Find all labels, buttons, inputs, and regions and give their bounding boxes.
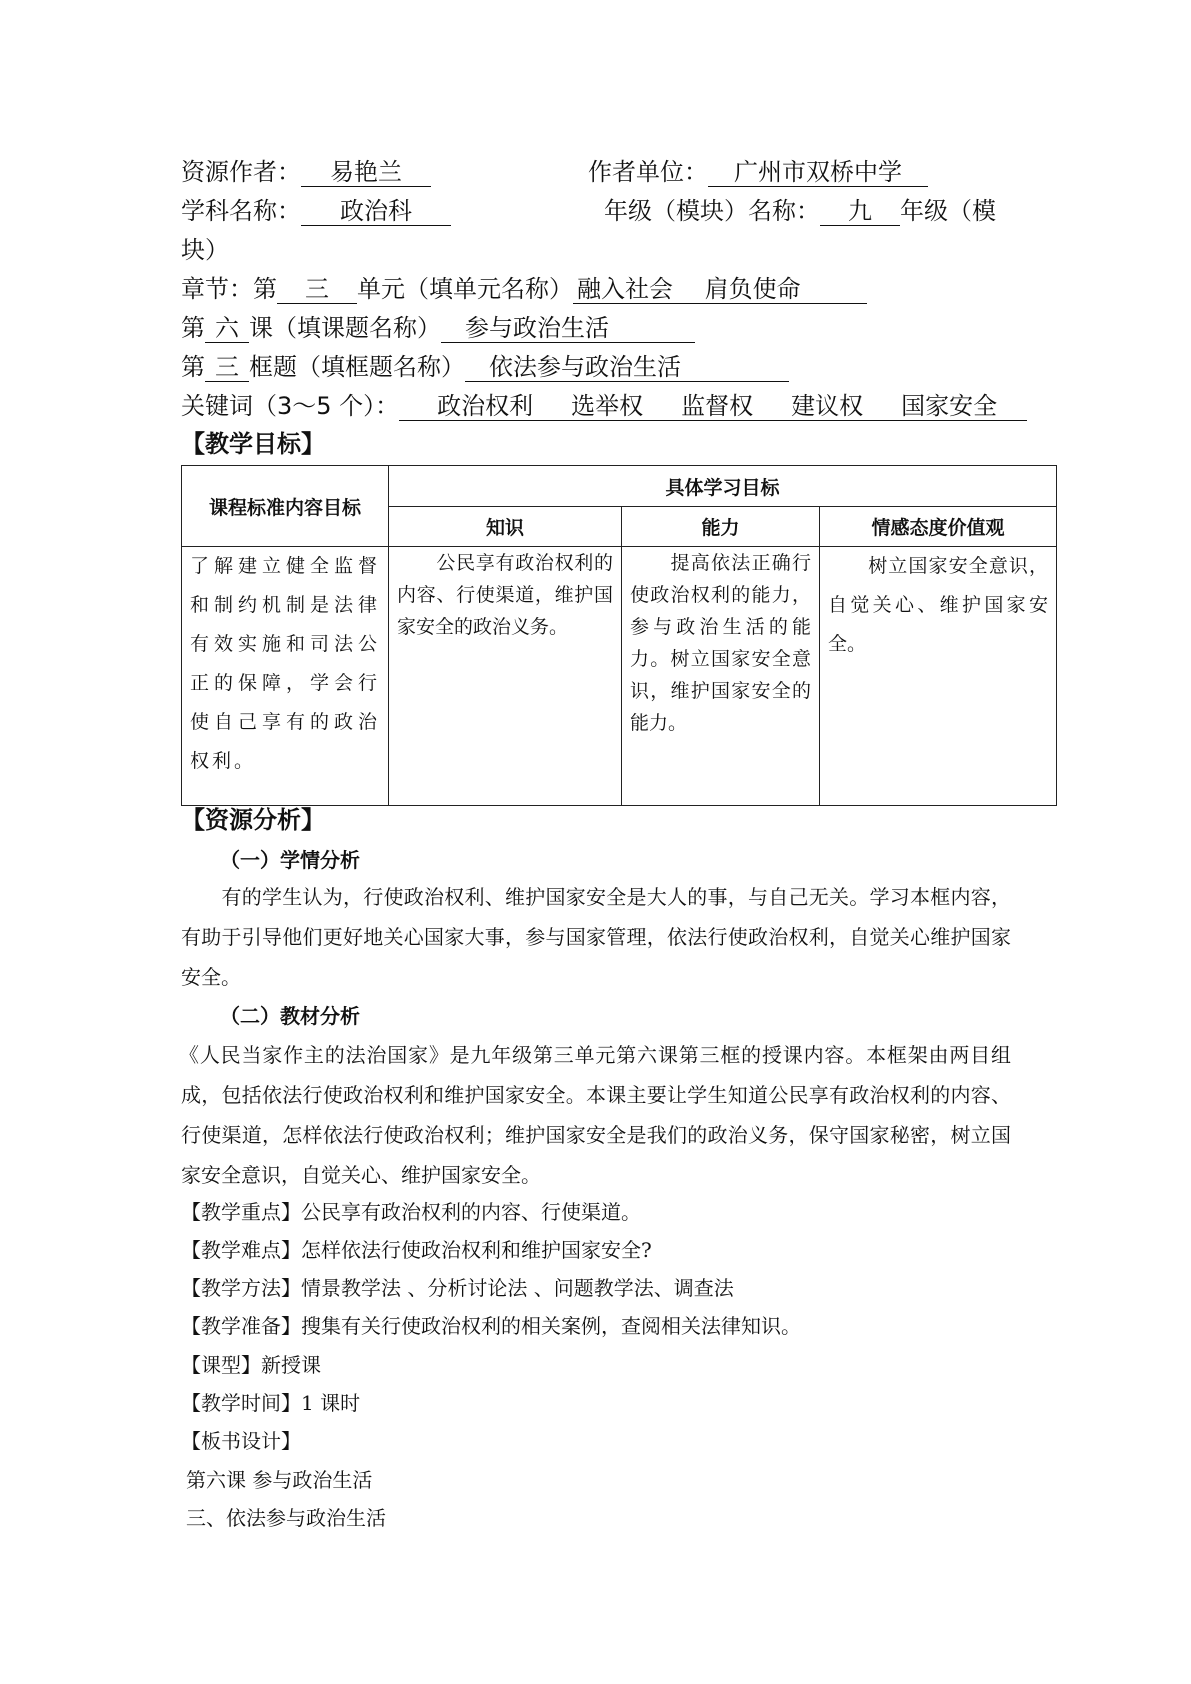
author-value: 易艳兰: [301, 159, 431, 187]
lesson-type: 【课型】新授课: [181, 1353, 321, 1377]
frame-row: [181, 351, 789, 383]
col-emotion-header: 情感态度价值观: [820, 507, 1057, 547]
student-analysis-text: 有的学生认为，行使政治权利、维护国家安全是大人的事，与自己无关。学习本框内容，有助于引导他们更好地关心国家大事，参与国家管理，依法行使政治权利，自觉关心维护国家安全。: [181, 885, 1011, 989]
col-knowledge-header: 知识: [389, 507, 622, 547]
board-line-1: 第六课 参与政治生活: [186, 1468, 373, 1492]
col-specific-header: 具体学习目标: [389, 466, 1057, 507]
frame-name: 依法参与政治生活: [465, 354, 789, 382]
grade-suffix-2: 块）: [181, 236, 229, 264]
grade-suffix: 年级（模: [900, 197, 996, 225]
teaching-preparation: 【教学准备】搜集有关行使政治权利的相关案例，查阅相关法律知识。: [181, 1314, 801, 1338]
keyword: 政治权利: [437, 392, 534, 420]
grade-label: 年级（模块）名称：: [604, 197, 820, 225]
unit-value: 广州市双桥中学: [708, 159, 928, 187]
board-line-2: 三、依法参与政治生活: [186, 1506, 386, 1530]
standard-text: 了解建立健全监督和制约机制是法律有效实施和司法公正的保障，学会行使自己享有的政治权利。: [190, 555, 380, 772]
ability-cell: [622, 547, 820, 806]
key-point: 【教学重点】公民享有政治权利的内容、行使渠道。: [181, 1200, 641, 1224]
keyword: 国家安全: [901, 392, 998, 420]
chapter-label: 章节：第: [181, 275, 277, 303]
keyword: 选举权: [571, 392, 644, 420]
board-design: 【板书设计】: [181, 1429, 301, 1453]
chapter-mid: 单元（填单元名称）: [357, 275, 573, 303]
unit-label: 作者单位：: [588, 158, 708, 186]
keywords-list: [399, 393, 1027, 421]
objectives-heading: 【教学目标】: [181, 430, 325, 458]
lesson-mid: 课（填课题名称）: [249, 314, 441, 342]
lesson-prefix: 第: [181, 314, 205, 342]
emotion-text: 树立国家安全意识，自觉关心、维护国家安全。: [828, 555, 1049, 655]
grade-value: 九: [820, 198, 900, 226]
col-ability-header: 能力: [622, 507, 820, 547]
subject-row: [181, 195, 451, 227]
frame-mid: 框题（填框题名称）: [249, 353, 465, 381]
keywords-row: [181, 390, 1027, 422]
subject-value: 政治科: [301, 198, 451, 226]
objectives-table: [181, 465, 1057, 806]
standard-cell: [182, 547, 389, 806]
knowledge-text: 公民享有政治权利的内容、行使渠道，维护国家安全的政治义务。: [397, 552, 613, 638]
material-analysis-heading: （二）教材分析: [220, 1004, 360, 1028]
teaching-method: 【教学方法】情景教学法 、分析讨论法 、问题教学法、调查法: [181, 1276, 734, 1300]
lesson-name: 参与政治生活: [441, 315, 695, 343]
frame-prefix: 第: [181, 353, 205, 381]
author-row: [181, 156, 431, 188]
lesson-no: 六: [205, 315, 249, 343]
grade-suffix-wrap: [181, 234, 229, 266]
frame-no: 三: [205, 354, 249, 382]
difficulty: 【教学难点】怎样依法行使政治权利和维护国家安全?: [181, 1238, 652, 1262]
ability-text: 提高依法正确行使政治权利的能力，参与政治生活的能力。树立国家安全意识，维护国家安全的能力。: [630, 552, 811, 734]
keywords-label: 关键词（3～5 个）：: [181, 392, 400, 420]
unit-row: [588, 156, 928, 188]
material-analysis-text: 《人民当家作主的法治国家》是九年级第三单元第六课第三框的授课内容。本框架由两目组成，包括依法行使政治权利和维护国家安全。本课主要让学生知道公民享有政治权利的内容、行使渠道，怎样依法行使政治权利；维护国家安全是我们的政治义务，保守国家秘密，树立国家安全意识，自觉关心、维护国家安全。: [179, 1043, 1011, 1187]
analysis-heading: 【资源分析】: [181, 806, 325, 834]
author-label: 资源作者：: [181, 158, 301, 186]
col-standard-header: 课程标准内容目标: [182, 466, 389, 547]
grade-row: [604, 195, 996, 227]
chapter-row: [181, 273, 867, 305]
teaching-time: 【教学时间】1 课时: [181, 1391, 361, 1415]
keyword: 监督权: [681, 392, 754, 420]
subject-label: 学科名称：: [181, 197, 301, 225]
chapter-name: 融入社会 肩负使命: [573, 276, 867, 304]
knowledge-cell: [389, 547, 622, 806]
student-analysis-heading: （一）学情分析: [220, 848, 360, 872]
keyword: 建议权: [791, 392, 864, 420]
emotion-cell: [820, 547, 1057, 806]
chapter-no: 三: [277, 276, 357, 304]
lesson-row: [181, 312, 695, 344]
